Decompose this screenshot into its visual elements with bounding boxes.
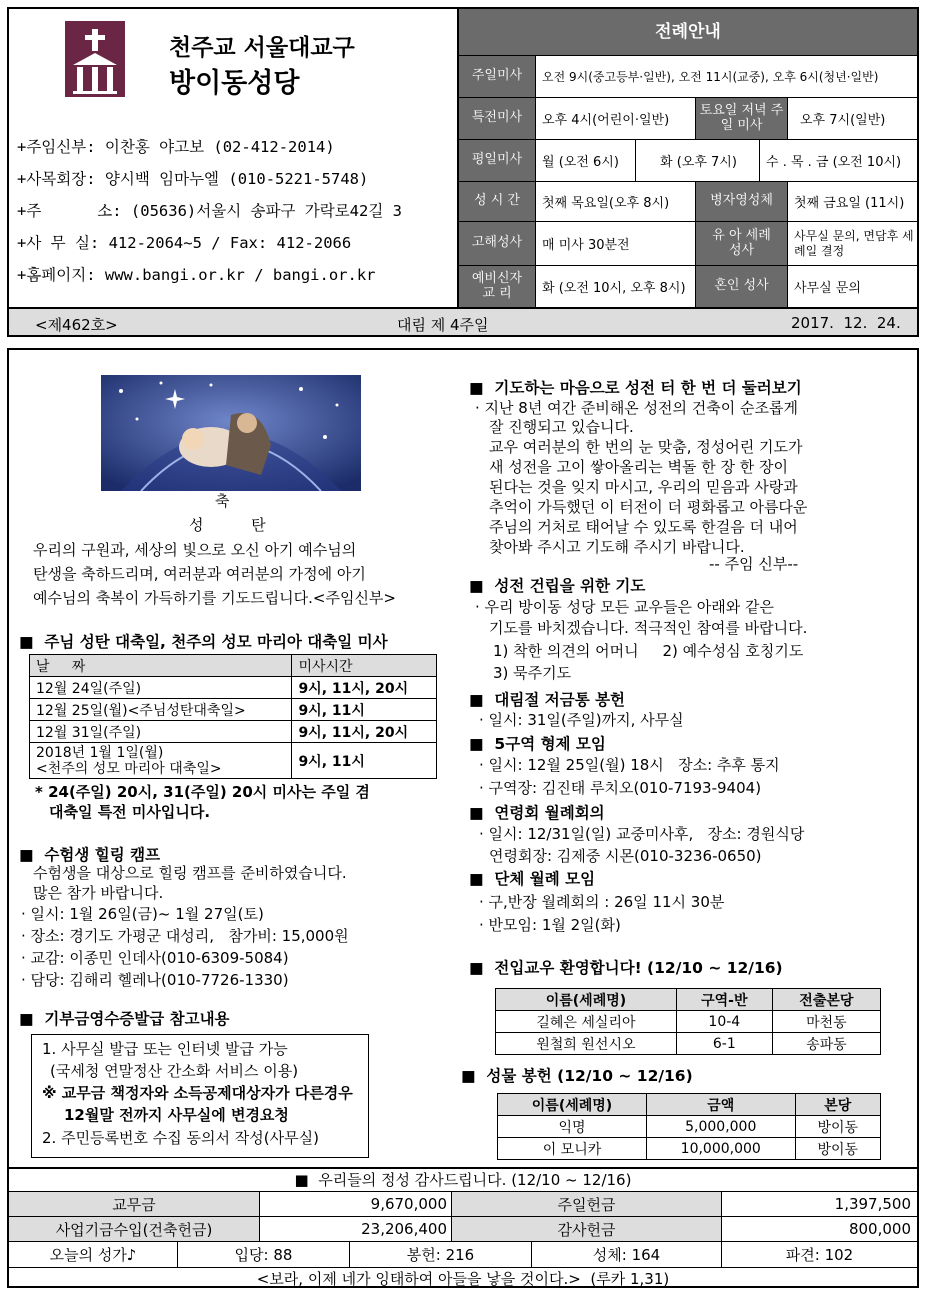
camp-line: 수험생을 대상으로 힐링 캠프를 준비하였습니다. [33,864,347,882]
liturgy-row-special [459,97,919,139]
elders-line: 연령회장: 김제중 시몬(010-3236-0650) [489,847,762,865]
table-row [496,1033,881,1055]
holyhour-label: 성 시 간 [459,181,535,221]
table-row [30,743,437,779]
offering-table [497,1093,881,1160]
prayer-line: · 지난 8년 여간 준비해온 성전의 건축이 순조롭게 [475,399,798,417]
scripture-verse: <보라, 이제 네가 잉태하여 아들을 낳을 것이다.> (루카 1,31) [9,1267,917,1289]
contact-priest: +주임신부: 이찬홍 야고보 (02-412-2014) [17,138,335,156]
camp-line: · 담당: 김해리 헬레나(010-7726-1330) [21,971,289,989]
building-line: · 우리 방이동 성당 모든 교우들은 아래와 같은 [475,598,774,616]
offering-col-parish: 본당 [795,1094,880,1116]
receipt-line: ※ 교무금 책정자와 소득공제대상자가 다른경우 [42,1084,353,1102]
parish-info [9,9,457,307]
bulletin-header [7,7,919,337]
group-line: · 반모임: 1월 2일(화) [479,916,621,934]
infant-baptism-label: 유 아 세례성사 [695,221,787,265]
liturgy-row-sunday [459,55,919,97]
prayer-line: 추억이 가득했던 이 터전이 더 평화롭고 아름다운 [489,498,808,516]
prayer-line: 새 성전을 고이 쌓아올리는 벽돌 한 장 한 장이 [489,458,788,476]
weekday-tue: 화 (오후 7시) [635,139,759,181]
camp-line: · 일시: 1월 26일(금)~ 1월 27일(토) [21,905,264,923]
mass-note-1: * 24(주일) 20시, 31(주일) 20시 미사는 주일 겸 [35,783,370,801]
district-section-title: ■ 5구역 형제 모임 [469,735,606,753]
wedding-value: 사무실 문의 [787,265,919,307]
mass-time: 9시, 11시 [292,743,437,779]
offering-parish: 방이동 [795,1116,880,1138]
receipt-line: 12월말 전까지 사무실에 변경요청 [64,1106,289,1124]
prayer-line: 교우 여러분의 한 번의 눈 맞춤, 정성어린 기도가 [489,438,803,456]
prayer-section-title: ■ 기도하는 마음으로 성전 터 한 번 더 둘러보기 [469,379,802,397]
mass-date: 12월 31일(주일) [30,721,292,743]
confession-value: 매 미사 30분전 [535,221,695,265]
contact-homepage: +홈페이지: www.bangi.or.kr / bangi.or.kr [17,266,376,284]
offering-name: 이 모니카 [498,1138,647,1160]
liturgy-table [457,9,917,307]
offering-section-title: ■ 성물 봉헌 (12/10 ~ 12/16) [461,1067,693,1085]
mass-date: 12월 25일(월)<주님성탄대축일> [30,699,292,721]
welcome-col-name: 이름(세례명) [496,989,677,1011]
wedding-label: 혼인 성사 [695,265,787,307]
table-row [498,1116,881,1138]
thanks-value: 1,397,500 [721,1192,917,1216]
elders-section-title: ■ 연령회 월례회의 [469,804,605,822]
advent-line: · 일시: 31일(주일)까지, 사무실 [479,711,684,729]
special-mass-value: 오후 4시(어린이·일반) [535,97,695,139]
catechism-label: 예비신자 교 리 [459,265,535,307]
sunday-mass-value: 오전 9시(중고등부·일반), 오전 11시(교중), 오후 6시(청년·일반) [535,55,919,97]
prayer-line: 찾아봐 주시고 기도해 주시기 바랍니다. [489,538,745,556]
infant-baptism-value: 사무실 문의, 면담후 세례일 결정 [787,221,919,265]
thanks-label: 주일헌금 [451,1192,721,1216]
district-line: · 일시: 12월 25일(월) 18시 장소: 추후 통지 [479,756,780,774]
thanks-label: 감사헌금 [451,1217,721,1241]
special-mass-label: 특전미사 [459,97,535,139]
saturday-mass-value: 오후 7시(일반) [787,97,919,139]
issue-number: <제462호> [35,316,118,334]
thanks-value: 800,000 [721,1217,917,1241]
offering-amount: 5,000,000 [646,1116,795,1138]
christmas-message-3: 예수님의 축복이 가득하기를 기도드립니다.<주임신부> [33,589,396,607]
thanks-title: ■ 우리들의 정성 감사드립니다. (12/10 ~ 12/16) [9,1167,917,1191]
building-line: 1) 착한 의견의 어머니 2) 예수성심 호칭기도 [493,642,804,660]
liturgy-row-confession [459,221,919,265]
welcome-name: 길혜은 세실리아 [496,1011,677,1033]
weekday-wed-fri: 수 . 목 . 금 (오전 10시) [759,139,919,181]
camp-line: · 장소: 경기도 가평군 대성리, 참가비: 15,000원 [21,927,349,945]
liturgy-row-catechism [459,265,919,307]
group-section-title: ■ 단체 월례 모임 [469,870,596,888]
offering-amount: 10,000,000 [646,1138,795,1160]
mass-date-feast: <천주의 성모 마리아 대축일> [36,760,222,777]
welcome-zone: 10-4 [676,1011,772,1033]
thanks-row-1 [9,1191,917,1216]
mass-date: 12월 24일(주일) [30,677,292,699]
building-line: 3) 묵주기도 [493,664,572,682]
bulletin-body [7,348,919,1288]
receipt-line: (국세청 연말정산 간소화 서비스 이용) [50,1062,299,1080]
prayer-line: 된다는 것을 잊지 마시고, 우리의 믿음과 사랑과 [489,478,798,496]
welcome-table [495,988,881,1055]
table-row [30,677,437,699]
confession-label: 고해성사 [459,221,535,265]
building-section-title: ■ 성전 건립을 위한 기도 [469,577,646,595]
issue-date: 2017. 12. 24. [791,314,901,332]
mass-col-time: 미사시간 [292,655,437,677]
mass-time: 9시, 11시 [292,699,437,721]
prayer-line: 주님의 거처로 태어날 수 있도록 한걸음 더 내어 [489,518,798,536]
table-row [496,1011,881,1033]
sick-communion-label: 병자영성체 [695,181,787,221]
hymn-entrance: 입당: 88 [177,1242,349,1267]
issue-bar [9,307,917,335]
thanks-label: 사업기금수입(건축헌금) [55,1220,213,1239]
christmas-title-1: 축 [215,492,230,510]
mass-time: 9시, 11시, 20시 [292,677,437,699]
offering-col-amount: 금액 [646,1094,795,1116]
thanks-value: 9,670,000 [259,1192,451,1216]
contact-address: +주 소: (05636)서울시 송파구 가락로42길 3 [17,202,402,220]
church-logo-icon [65,21,125,97]
catechism-value: 화 (오전 10시, 오후 8시) [535,265,695,307]
thanks-value: 23,206,400 [259,1217,451,1241]
liturgy-row-weekday [459,139,919,181]
building-line: 기도를 바치겠습니다. 적극적인 참여를 바랍니다. [489,619,808,637]
parish-name: 방이동성당 [169,68,300,99]
welcome-col-zone: 구역-반 [676,989,772,1011]
offering-name: 익명 [498,1116,647,1138]
christmas-message-2: 탄생을 축하드리며, 여러분과 여러분의 가정에 아기 [33,565,366,583]
welcome-col-parish: 전출본당 [772,989,880,1011]
christmas-mass-table [29,654,437,779]
elders-line: · 일시: 12/31일(일) 교중미사후, 장소: 경원식당 [479,825,805,843]
liturgy-row-holyhour [459,181,919,221]
camp-line: · 교감: 이종민 인데사(010-6309-5084) [21,949,289,967]
prayer-signature: -- 주임 신부-- [709,555,799,573]
receipt-line: 2. 주민등록번호 수집 동의서 작성(사무실) [42,1129,319,1147]
thanks-label: 교무금 [112,1195,156,1214]
mass-col-date: 날 짜 [30,655,292,677]
nativity-picture-icon [101,375,361,491]
weekday-mon: 월 (오전 6시) [535,139,635,181]
liturgy-title: 전례안내 [459,9,917,55]
table-row [498,1138,881,1160]
advent-section-title: ■ 대림절 저금통 봉헌 [469,691,626,709]
welcome-section-title: ■ 전입교우 환영합니다! (12/10 ~ 12/16) [469,959,783,977]
group-line: · 구,반장 월례회의 : 26일 11시 30분 [479,893,725,911]
saturday-mass-label: 토요일 저녁 주일 미사 [695,97,787,139]
weekday-mass-label: 평일미사 [459,139,535,181]
contact-office: +사 무 실: 412-2064~5 / Fax: 412-2066 [17,234,352,252]
offering-parish: 방이동 [795,1138,880,1160]
mass-section-title: ■ 주님 성탄 대축일, 천주의 성모 마리아 대축일 미사 [19,633,388,651]
contact-council: +사목회장: 양시백 임마누엘 (010-5221-5748) [17,170,369,188]
welcome-name: 원철희 원선시오 [496,1033,677,1055]
thanks-row-2 [9,1216,917,1241]
welcome-parish: 마천동 [772,1011,880,1033]
table-row [30,721,437,743]
hymn-recessional: 파견: 102 [721,1242,917,1267]
camp-line: 많은 참가 바랍니다. [33,884,164,902]
christmas-title-2: 성 탄 [189,516,266,534]
sick-communion-value: 첫째 금요일 (11시) [787,181,919,221]
sunday-mass-label: 주일미사 [459,55,535,97]
prayer-line: 잘 진행되고 있습니다. [489,418,634,436]
christmas-message-1: 우리의 구원과, 세상의 빛으로 오신 아기 예수님의 [33,541,357,559]
receipt-section-title: ■ 기부금영수증발급 참고내용 [19,1010,230,1028]
hymn-offertory: 봉헌: 216 [349,1242,531,1267]
camp-section-title: ■ 수험생 힐링 캠프 [19,846,161,864]
diocese-name: 천주교 서울대교구 [169,34,355,61]
mass-time: 9시, 11시, 20시 [292,721,437,743]
welcome-parish: 송파동 [772,1033,880,1055]
mass-date: 2018년 1월 1일(월) [36,744,164,761]
hymn-row [9,1241,917,1267]
hymn-communion: 성체: 164 [531,1242,721,1267]
welcome-zone: 6-1 [676,1033,772,1055]
offering-col-name: 이름(세례명) [498,1094,647,1116]
hymn-label: 오늘의 성가♪ [49,1246,137,1264]
district-line: · 구역장: 김진태 루치오(010-7193-9404) [479,779,762,797]
table-row [30,699,437,721]
receipt-line: 1. 사무실 발급 또는 인터넷 발급 가능 [42,1040,288,1058]
liturgical-week: 대림 제 4주일 [397,316,489,334]
mass-note-2: 대축일 특전 미사입니다. [49,803,211,821]
holyhour-value: 첫째 목요일(오후 8시) [535,181,695,221]
receipt-box [31,1034,369,1158]
